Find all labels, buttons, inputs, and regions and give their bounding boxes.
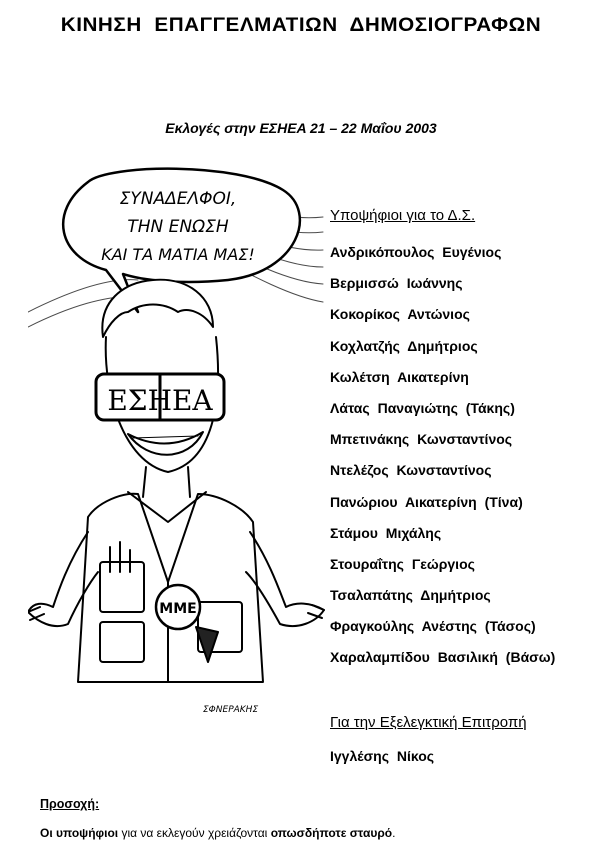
notice-regular-1: για να εκλεγούν χρειάζονται [118,826,271,840]
grin [128,432,203,455]
list-item: Λάτας Παναγιώτης (Τάκης) [330,399,515,416]
artist-signature: ΣΦΝΕΡΑΚΗΣ [203,705,259,715]
list-item: Κοκορίκος Αντώνιος [330,306,470,323]
notice-bold-2: οπωσδήποτε σταυρό [270,826,393,840]
list-item: Μπετινάκης Κωνσταντίνος [330,431,513,448]
audit-committee-candidate: Ιγγλέσης Νίκος [330,748,435,764]
notice-bold-1: Οι υποψήφιοι [40,826,119,840]
audit-committee-heading: Για την Εξελεγκτική Επιτροπή [330,714,527,731]
speech-line-3: ΚΑΙ ΤΑ ΜΑΤΙΑ ΜΑΣ! [101,245,255,264]
list-item: Κωλέτση Αικατερίνη [330,368,469,385]
speech-line-2: ΤΗΝ ΕΝΩΣΗ [127,217,229,237]
notice-text [40,826,395,840]
list-item: Ανδρικόπουλος Ευγένιος [330,244,502,260]
list-item: Ντελέζος Κωνσταντίνος [330,462,492,479]
board-candidates-list [330,243,555,680]
glasses-label: ΕΣΗΕΑ [107,384,213,417]
list-item: Φραγκούλης Ανέστης (Τάσος) [330,618,536,635]
election-subtitle: Εκλογές στην ΕΣΗΕΑ 21 – 22 Μαΐου 2003 [165,120,437,136]
notice-regular-2: . [392,826,396,840]
page-title: ΚΙΝΗΣΗ ΕΠΑΓΓΕΛΜΑΤΙΩΝ ΔΗΜΟΣΙΟΓΡΑΦΩΝ [60,14,542,36]
list-item: Βερμισσώ Ιωάννης [330,275,463,292]
notice-title: Προσοχή: [40,797,100,811]
list-item: Χαραλαμπίδου Βασιλική (Βάσω) [330,649,556,666]
board-candidates-heading: Υποψήφιοι για το Δ.Σ. [330,207,476,224]
badge-label: ΜΜΕ [159,601,197,617]
left-arm [28,532,98,626]
list-item: Στουραΐτης Γεώργιος [330,555,475,572]
list-item: Στάμου Μιχάλης [330,524,442,541]
list-item: Πανώριου Αικατερίνη (Τίνα) [330,493,523,510]
list-item: Κοχλατζής Δημήτριος [330,337,478,354]
list-item: Τσαλαπάτης Δημήτριος [330,587,491,604]
caricature-illustration [28,162,328,742]
speech-line-1: ΣΥΝΑΔΕΛΦΟΙ, [119,189,237,209]
